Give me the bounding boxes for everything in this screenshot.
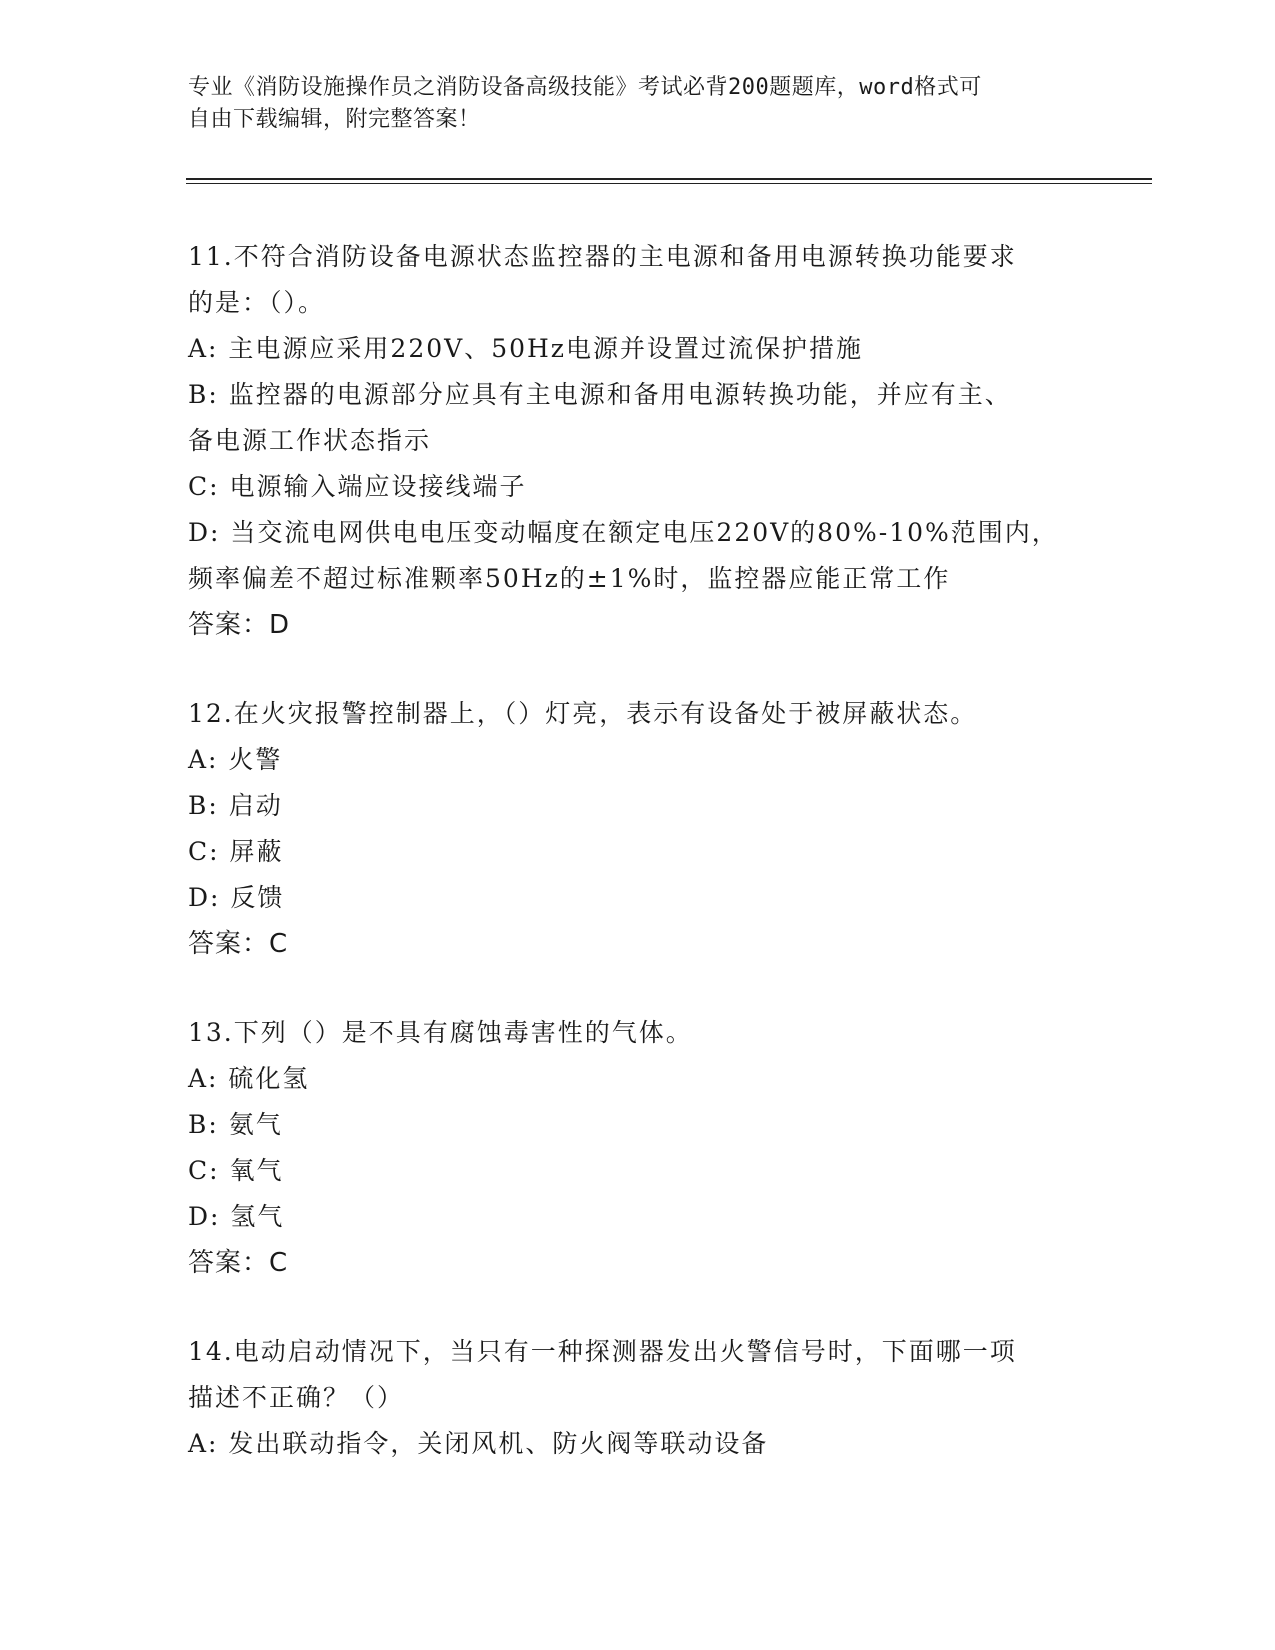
header-divider-thin: [186, 183, 1152, 184]
option-d: D: 氢气: [188, 1202, 285, 1231]
option-b-continued: 备电源工作状态指示: [188, 426, 432, 455]
option-c: C: 电源输入端应设接线端子: [188, 472, 527, 501]
answer: 答案：C: [188, 1248, 289, 1278]
question-14: [188, 1329, 1088, 1467]
header-line-2: 自由下载编辑，附完整答案！: [188, 107, 481, 132]
question-text: 13.下列（）是不具有腐蚀毒害性的气体。: [188, 1018, 693, 1047]
document-header: [188, 72, 1068, 136]
answer: 答案：D: [188, 610, 291, 640]
option-a: A: 硫化氢: [188, 1064, 310, 1093]
option-b: B: 氨气: [188, 1110, 283, 1139]
question-text: 14.电动启动情况下，当只有一种探测器发出火警信号时，下面哪一项: [188, 1337, 1017, 1366]
option-c: C: 氧气: [188, 1156, 284, 1185]
option-b: B: 监控器的电源部分应具有主电源和备用电源转换功能，并应有主、: [188, 380, 1012, 409]
option-c: C: 屏蔽: [188, 837, 284, 866]
question-12: [188, 691, 1088, 967]
option-a: A: 主电源应采用220V、50Hz电源并设置过流保护措施: [188, 334, 863, 363]
header-divider: [186, 178, 1152, 180]
question-text: 描述不正确？（）: [188, 1383, 405, 1412]
question-11: [188, 234, 1088, 648]
option-b: B: 启动: [188, 791, 283, 820]
question-13: [188, 1010, 1088, 1286]
option-d: D: 当交流电网供电电压变动幅度在额定电压220V的80%-10%范围内，: [188, 518, 1059, 547]
option-d-continued: 频率偏差不超过标准颗率50Hz的±1%时，监控器应能正常工作: [188, 564, 951, 593]
question-text: 11.不符合消防设备电源状态监控器的主电源和备用电源转换功能要求: [188, 242, 1017, 271]
question-text: 的是：（）。: [188, 288, 326, 317]
header-line-1: 专业《消防设施操作员之消防设备高级技能》考试必背200题题库，word格式可: [188, 75, 982, 100]
option-a: A: 发出联动指令，关闭风机、防火阀等联动设备: [188, 1429, 769, 1458]
question-text: 12.在火灾报警控制器上，（）灯亮，表示有设备处于被屏蔽状态。: [188, 699, 978, 728]
option-a: A: 火警: [188, 745, 283, 774]
question-list: [188, 234, 1088, 1510]
answer: 答案：C: [188, 929, 289, 959]
option-d: D: 反馈: [188, 883, 285, 912]
